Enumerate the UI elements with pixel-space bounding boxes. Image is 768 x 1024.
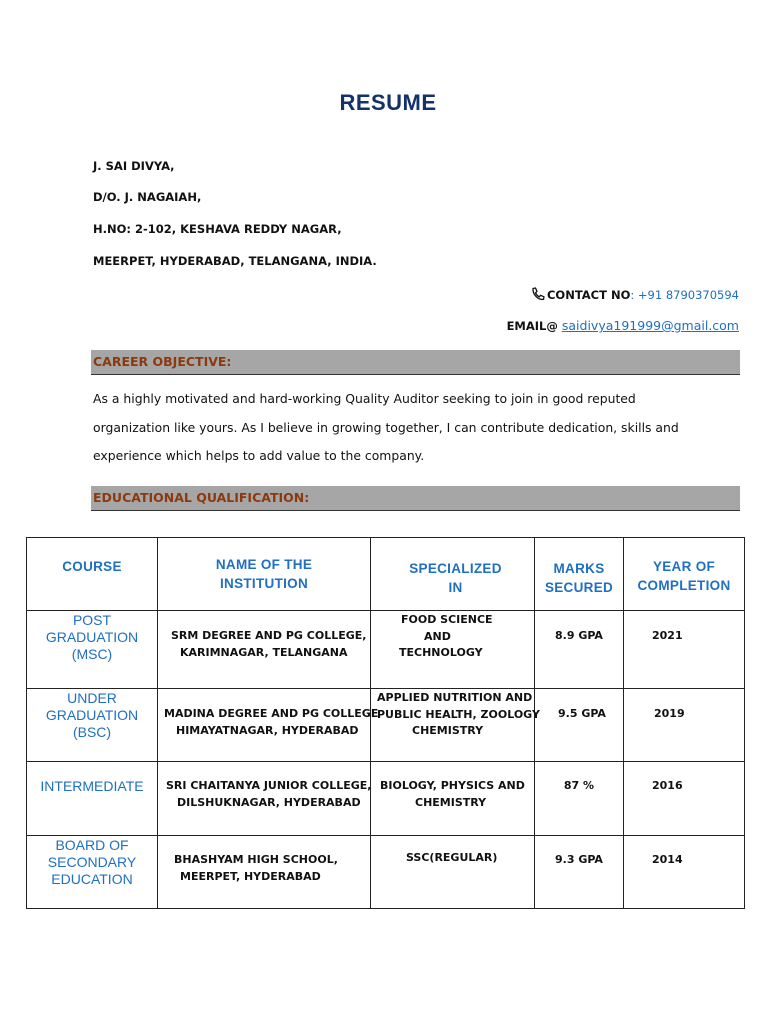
header-course: COURSE [27,538,158,611]
parent-name: D/O. J. NAGAIAH, [93,190,202,204]
objective-line: As a highly motivated and hard-working Quality Auditor seeking to join in good reputed [93,391,636,406]
header-marks: MARKS SECURED [535,538,624,611]
cell-year: 2014 [624,836,745,909]
career-objective-title: CAREER OBJECTIVE: [93,354,232,369]
table-header-row [27,538,745,611]
contact-separator: : [630,288,635,302]
cell-institution: SRI CHAITANYA JUNIOR COLLEGE, DILSHUKNAGAR, HYDERABAD [158,762,371,836]
career-objective-header [91,350,740,375]
education-table [26,537,745,909]
cell-year: 2016 [624,762,745,836]
email-label: EMAIL@ [506,319,562,333]
cell-institution: BHASHYAM HIGH SCHOOL, MEERPET, HYDERABAD [158,836,371,909]
house-address: H.NO: 2-102, KESHAVA REDDY NAGAR, [93,222,342,236]
cell-marks: 9.5 GPA [535,689,624,762]
cell-year: 2019 [624,689,745,762]
cell-institution: SRM DEGREE AND PG COLLEGE, KARIMNAGAR, TELANGANA [158,611,371,689]
cell-specialized: FOOD SCIENCE AND TECHNOLOGY [371,611,535,689]
table-row [27,762,745,836]
contact-label: CONTACT NO [546,288,631,302]
cell-specialized: SSC(REGULAR) [371,836,535,909]
cell-course: UNDER GRADUATION (BSC) [27,689,158,762]
contact-number-line [530,287,739,302]
page-title: RESUME [339,90,437,115]
cell-course: INTERMEDIATE [27,762,158,836]
cell-specialized: APPLIED NUTRITION AND PUBLIC HEALTH, ZOOLOGY CHEMISTRY [371,689,535,762]
cell-marks: 87 % [535,762,624,836]
email-link[interactable]: saidivya191999@gmail.com [561,318,739,333]
applicant-name: J. SAI DIVYA, [93,159,175,173]
table-row [27,836,745,909]
phone-icon [530,287,546,301]
objective-line: organization like yours. As I believe in growing together, I can contribute dedication, skills and [93,419,679,435]
table-row [27,689,745,762]
header-specialized: SPECIALIZED IN [371,538,535,611]
header-institution: NAME OF THE INSTITUTION [158,538,371,611]
educational-qualification-title: EDUCATIONAL QUALIFICATION: [93,490,310,505]
cell-institution: MADINA DEGREE AND PG COLLEGE HIMAYATNAGAR, HYDERABAD [158,689,371,762]
city-address: MEERPET, HYDERABAD, TELANGANA, INDIA. [93,254,377,268]
objective-line: experience which helps to add value to the company. [93,448,425,463]
cell-marks: 8.9 GPA [535,611,624,689]
cell-marks: 9.3 GPA [535,836,624,909]
email-line [507,318,739,333]
cell-specialized: BIOLOGY, PHYSICS AND CHEMISTRY [371,762,535,836]
cell-course: BOARD OF SECONDARY EDUCATION [27,836,158,909]
objective-paragraph [93,385,733,471]
cell-course: POST GRADUATION (MSC) [27,611,158,689]
cell-year: 2021 [624,611,745,689]
phone-number[interactable]: +91 8790370594 [634,288,739,302]
educational-qualification-header [91,486,740,511]
table-row [27,611,745,689]
header-year: YEAR OF COMPLETION [624,538,745,611]
